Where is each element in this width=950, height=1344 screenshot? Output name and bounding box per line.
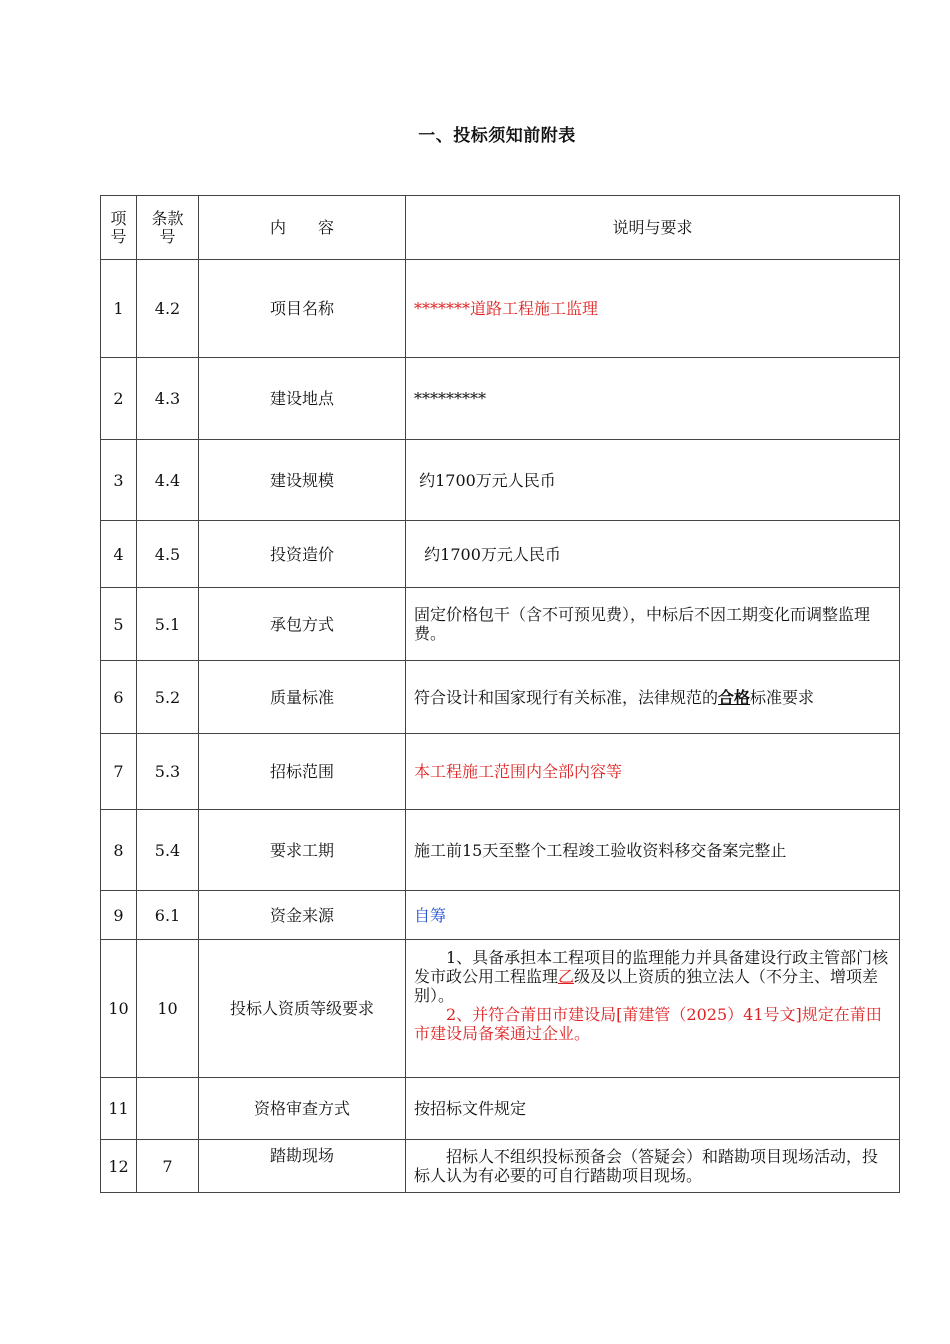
row-description: 自筹 xyxy=(406,891,900,940)
row-clause: 6.1 xyxy=(137,891,199,940)
header-content: 内 容 xyxy=(199,196,406,260)
row-content: 质量标准 xyxy=(199,661,406,734)
row-clause: 4.3 xyxy=(137,358,199,440)
table-row xyxy=(101,588,900,661)
qualification-paragraph-1: 1、具备承担本工程项目的监理能力并具备建设行政主管部门核发市政公用工程监理乙级及以上资质的独立法人（不分主、增项差别）。 xyxy=(414,948,889,1005)
qualification-grade: 乙 xyxy=(558,967,575,986)
quality-text-tail: 标准要求 xyxy=(750,687,815,707)
row-content: 承包方式 xyxy=(199,588,406,661)
header-clause-no: 条款号 xyxy=(137,196,199,260)
row-no: 4 xyxy=(101,521,137,588)
row-content: 资金来源 xyxy=(199,891,406,940)
table-row xyxy=(101,891,900,940)
row-description xyxy=(406,661,900,734)
row-no: 5 xyxy=(101,588,137,661)
row-content: 建设地点 xyxy=(199,358,406,440)
row-clause: 4.2 xyxy=(137,260,199,358)
table-row xyxy=(101,810,900,891)
row-clause: 4.5 xyxy=(137,521,199,588)
row-description: 按招标文件规定 xyxy=(406,1078,900,1140)
row-no: 9 xyxy=(101,891,137,940)
row-content: 项目名称 xyxy=(199,260,406,358)
row-description: 约1700万元人民币 xyxy=(406,440,900,521)
row-clause: 10 xyxy=(137,940,199,1078)
row-no: 3 xyxy=(101,440,137,521)
row-clause: 7 xyxy=(137,1140,199,1193)
row-no: 12 xyxy=(101,1140,137,1193)
table-row xyxy=(101,260,900,358)
row-no: 11 xyxy=(101,1078,137,1140)
row-description: 固定价格包干（含不可预见费），中标后不因工期变化而调整监理费。 xyxy=(406,588,900,661)
header-description: 说明与要求 xyxy=(406,196,900,260)
row-no: 10 xyxy=(101,940,137,1078)
row-description: 招标人不组织投标预备会（答疑会）和踏勘项目现场活动，投标人认为有必要的可自行踏勘项目现场。 xyxy=(406,1140,900,1193)
quality-text: 符合设计和国家现行有关标准，法律规范的 xyxy=(414,687,719,707)
row-description xyxy=(406,940,900,1078)
qualification-paragraph-2: 2、并符合莆田市建设局[莆建管（2025）41号文]规定在莆田市建设局备案通过企业。 xyxy=(414,1005,882,1043)
row-content: 踏勘现场 xyxy=(199,1140,406,1193)
row-no: 6 xyxy=(101,661,137,734)
page-title: 一、投标须知前附表 xyxy=(418,126,576,146)
row-clause: 4.4 xyxy=(137,440,199,521)
bid-notice-table xyxy=(100,195,900,1193)
row-description: *******道路工程施工监理 xyxy=(406,260,900,358)
row-description: 本工程施工范围内全部内容等 xyxy=(406,734,900,810)
row-content: 要求工期 xyxy=(199,810,406,891)
row-no: 7 xyxy=(101,734,137,810)
row-no: 2 xyxy=(101,358,137,440)
table-header-row xyxy=(101,196,900,260)
row-clause: 5.4 xyxy=(137,810,199,891)
row-content: 资格审查方式 xyxy=(199,1078,406,1140)
row-no: 8 xyxy=(101,810,137,891)
quality-grade: 合格 xyxy=(718,687,751,707)
row-clause xyxy=(137,1078,199,1140)
row-content: 建设规模 xyxy=(199,440,406,521)
table-row xyxy=(101,440,900,521)
row-content: 投标人资质等级要求 xyxy=(199,940,406,1078)
row-description: ********* xyxy=(406,358,900,440)
table-row xyxy=(101,1078,900,1140)
row-description: 施工前15天至整个工程竣工验收资料移交备案完整止 xyxy=(406,810,900,891)
row-no: 1 xyxy=(101,260,137,358)
table-row xyxy=(101,940,900,1078)
row-description: 约1700万元人民币 xyxy=(406,521,900,588)
table-row xyxy=(101,661,900,734)
table-row xyxy=(101,521,900,588)
row-content: 招标范围 xyxy=(199,734,406,810)
row-clause: 5.2 xyxy=(137,661,199,734)
table-row xyxy=(101,1140,900,1193)
table-row xyxy=(101,358,900,440)
table-row xyxy=(101,734,900,810)
row-clause: 5.1 xyxy=(137,588,199,661)
header-item-no: 项号 xyxy=(101,196,137,260)
row-content: 投资造价 xyxy=(199,521,406,588)
row-clause: 5.3 xyxy=(137,734,199,810)
